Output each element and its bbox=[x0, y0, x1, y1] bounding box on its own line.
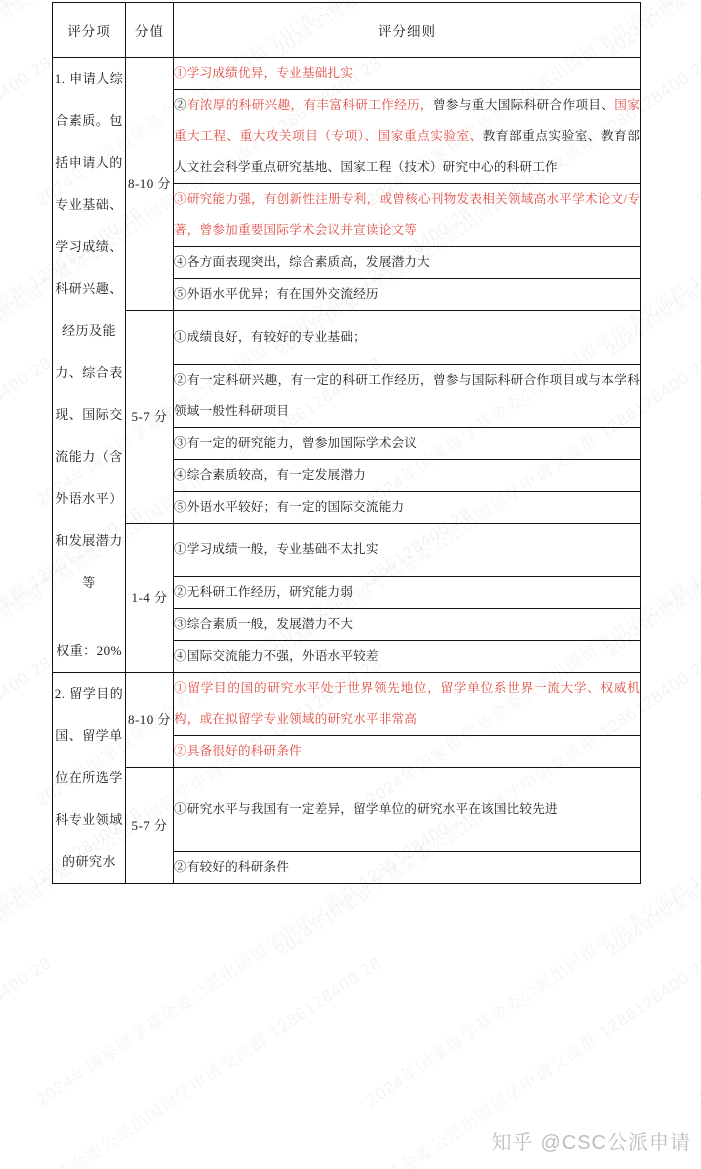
scoring-criteria-table bbox=[52, 2, 641, 884]
criteria-detail-text: ①留学目的国的研究水平处于世界领先地位，留学单位系世界一流大学、权威机构，或在拟留学专业领域的研究水平非常高 bbox=[174, 681, 640, 726]
criteria-detail-text: ③有一定的研究能力，曾参加国际学术会议 bbox=[174, 435, 418, 450]
criteria-detail-text: ⑤外语水平优异；有在国外交流经历 bbox=[174, 287, 379, 301]
zhihu-handle-text: @CSC公派申请 bbox=[540, 1132, 691, 1154]
criteria-detail-cell bbox=[174, 247, 641, 279]
criteria-detail-cell bbox=[174, 491, 641, 523]
table-header-row bbox=[53, 3, 641, 58]
criteria-detail-text: ①成绩良好，有较好的专业基础； bbox=[174, 329, 366, 344]
criteria-detail-text: 国家重大工程、重大攻关项目（专项）、国家重点实验室、 bbox=[174, 98, 640, 143]
criteria-detail-cell bbox=[174, 279, 641, 311]
zhihu-logo-text: 知乎 bbox=[491, 1132, 534, 1154]
score-band-cell bbox=[126, 311, 174, 524]
criteria-detail-text: ②具备很好的科研条件 bbox=[174, 744, 302, 758]
table-row bbox=[53, 673, 641, 736]
criteria-detail-cell bbox=[174, 58, 641, 90]
criteria-detail-text: ①学习成绩一般，专业基础不太扎实 bbox=[174, 542, 379, 557]
score-band-label: 1-4 分 bbox=[131, 589, 168, 605]
criteria-detail-cell bbox=[174, 427, 641, 459]
score-band-cell bbox=[126, 673, 174, 768]
table-row bbox=[53, 523, 641, 577]
criteria-item-label: 2. 留学目的国、留学单位在所选学科专业领域的研究水 bbox=[54, 686, 124, 869]
score-band-label: 8-10 分 bbox=[127, 176, 172, 191]
criteria-item-label: 1. 申请人综合素质。包括申请人的专业基础、学习成绩、科研兴趣、经历及能力、综合表现、国际交流能力（含外语水平）和发展潜力等 bbox=[54, 71, 124, 590]
criteria-detail-text: ②有一定科研兴趣，有一定的科研工作经历，曾参与国际科研合作项目或与本学科领域一般性科研项目 bbox=[174, 372, 640, 418]
criteria-detail-cell bbox=[174, 184, 641, 247]
criteria-detail-text: ④各方面表现突出，综合素质高，发展潜力大 bbox=[174, 255, 430, 269]
column-header-score: 分值 bbox=[126, 3, 174, 58]
criteria-detail-text: ④国际交流能力不强，外语水平较差 bbox=[174, 649, 379, 663]
criteria-detail-text: ①研究水平与我国有一定差异，留学单位的研究水平在该国比较先进 bbox=[174, 802, 558, 816]
criteria-detail-cell bbox=[174, 577, 641, 609]
criteria-detail-text: ①学习成绩优异，专业基础扎实 bbox=[174, 66, 354, 80]
score-band-label: 5-7 分 bbox=[131, 817, 168, 833]
score-band-label: 8-10 分 bbox=[127, 712, 172, 727]
table-row bbox=[53, 58, 641, 90]
criteria-detail-cell bbox=[174, 609, 641, 641]
score-band-label: 5-7 分 bbox=[131, 408, 168, 424]
criteria-detail-cell bbox=[174, 736, 641, 768]
criteria-detail-text: ③研究能力强，有创新性注册专利，或曾核心刊物发表相关领域高水平学术论文/专著，曾参加重要国际学术会议并宣读论文等 bbox=[174, 192, 640, 237]
criteria-detail-cell bbox=[174, 311, 641, 365]
table-row bbox=[53, 311, 641, 365]
table-body bbox=[53, 58, 641, 884]
criteria-detail-text: ④综合素质较高，有一定发展潜力 bbox=[174, 467, 366, 482]
column-header-item: 评分项 bbox=[53, 3, 126, 58]
criteria-detail-text: ⑤外语水平较好；有一定的国际交流能力 bbox=[174, 499, 405, 514]
criteria-detail-cell bbox=[174, 641, 641, 673]
criteria-detail-cell bbox=[174, 90, 641, 184]
criteria-item-cell-2 bbox=[53, 673, 126, 884]
score-band-cell bbox=[126, 768, 174, 884]
table-row bbox=[53, 768, 641, 852]
table-header bbox=[53, 3, 641, 58]
score-band-cell bbox=[126, 523, 174, 673]
criteria-detail-cell bbox=[174, 459, 641, 491]
column-header-detail: 评分细则 bbox=[174, 3, 641, 58]
criteria-detail-text: 有浓厚的科研兴趣，有丰富科研工作经历， bbox=[186, 98, 433, 112]
criteria-detail-text: 教育部重点实验室、教育部人文社会科学重点研究基地、国家工程（技术）研究中心的科研工作 bbox=[174, 129, 641, 174]
criteria-detail-cell bbox=[174, 852, 641, 884]
score-band-cell bbox=[126, 58, 174, 311]
criteria-detail-cell bbox=[174, 364, 641, 427]
criteria-detail-text: ③综合素质一般，发展潜力不大 bbox=[174, 617, 354, 631]
zhihu-watermark bbox=[491, 1126, 691, 1155]
criteria-detail-text: ②无科研工作经历，研究能力弱 bbox=[174, 585, 354, 599]
criteria-detail-text: ②有较好的科研条件 bbox=[174, 860, 290, 874]
criteria-detail-cell bbox=[174, 768, 641, 852]
criteria-item-cell-1 bbox=[53, 58, 126, 673]
criteria-detail-text: 曾参与重大国际科研合作项目、 bbox=[432, 98, 615, 112]
criteria-detail-cell bbox=[174, 523, 641, 577]
criteria-weight-label: 权重：20% bbox=[56, 643, 122, 658]
criteria-detail-text: ② bbox=[174, 98, 187, 112]
criteria-detail-cell bbox=[174, 673, 641, 736]
